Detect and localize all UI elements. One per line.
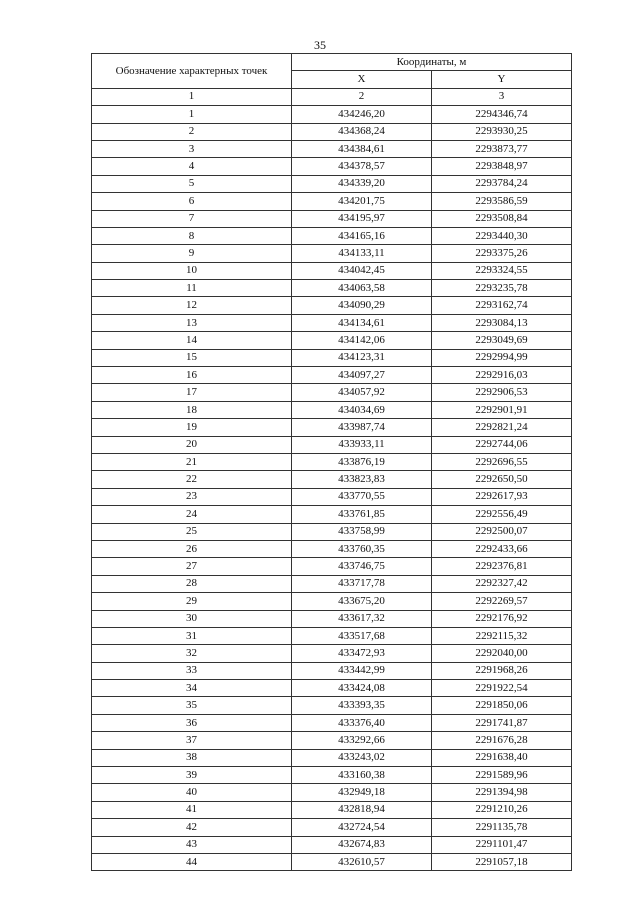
table-row [92, 245, 572, 262]
y-coordinate-cell: 2292906,53 [432, 384, 572, 401]
point-number-cell: 5 [92, 175, 292, 192]
point-number-cell: 39 [92, 767, 292, 784]
x-coordinate-cell: 433393,35 [292, 697, 432, 714]
table-row [92, 540, 572, 557]
point-number-cell: 24 [92, 506, 292, 523]
y-coordinate-cell: 2293873,77 [432, 140, 572, 157]
point-number-cell: 17 [92, 384, 292, 401]
table-row [92, 767, 572, 784]
point-number-cell: 29 [92, 593, 292, 610]
x-coordinate-cell: 433160,38 [292, 767, 432, 784]
x-coordinate-cell: 434339,20 [292, 175, 432, 192]
table-row [92, 436, 572, 453]
point-number-cell: 44 [92, 853, 292, 870]
x-coordinate-cell: 434063,58 [292, 280, 432, 297]
y-coordinate-cell: 2291676,28 [432, 732, 572, 749]
table-row [92, 575, 572, 592]
y-coordinate-cell: 2293440,30 [432, 227, 572, 244]
point-number-cell: 13 [92, 314, 292, 331]
table-row [92, 453, 572, 470]
x-coordinate-cell: 433675,20 [292, 593, 432, 610]
y-coordinate-cell: 2293049,69 [432, 332, 572, 349]
table-row [92, 471, 572, 488]
table-row [92, 610, 572, 627]
y-coordinate-cell: 2292176,92 [432, 610, 572, 627]
y-coordinate-cell: 2293848,97 [432, 158, 572, 175]
table-row [92, 697, 572, 714]
column-index-3: 3 [432, 88, 572, 105]
x-coordinate-cell: 434133,11 [292, 245, 432, 262]
x-coordinate-cell: 434246,20 [292, 106, 432, 123]
x-coordinate-cell: 432674,83 [292, 836, 432, 853]
table-row [92, 123, 572, 140]
x-coordinate-cell: 432610,57 [292, 853, 432, 870]
x-coordinate-cell: 433823,83 [292, 471, 432, 488]
y-coordinate-cell: 2293508,84 [432, 210, 572, 227]
x-coordinate-cell: 434384,61 [292, 140, 432, 157]
point-number-cell: 28 [92, 575, 292, 592]
table-row [92, 314, 572, 331]
point-number-cell: 37 [92, 732, 292, 749]
y-coordinate-cell: 2292269,57 [432, 593, 572, 610]
x-coordinate-cell: 434142,06 [292, 332, 432, 349]
point-number-cell: 2 [92, 123, 292, 140]
y-coordinate-cell: 2292556,49 [432, 506, 572, 523]
table-row [92, 384, 572, 401]
y-coordinate-cell: 2291135,78 [432, 819, 572, 836]
point-number-cell: 6 [92, 193, 292, 210]
table-row [92, 819, 572, 836]
table-row [92, 784, 572, 801]
table-row [92, 645, 572, 662]
y-coordinate-cell: 2292376,81 [432, 558, 572, 575]
y-coordinate-cell: 2293586,59 [432, 193, 572, 210]
table-row [92, 714, 572, 731]
table-row [92, 297, 572, 314]
y-coordinate-cell: 2291638,40 [432, 749, 572, 766]
x-coordinate-cell: 434123,31 [292, 349, 432, 366]
table-row [92, 836, 572, 853]
table-row [92, 853, 572, 870]
table-row [92, 175, 572, 192]
y-coordinate-cell: 2291741,87 [432, 714, 572, 731]
point-number-cell: 35 [92, 697, 292, 714]
point-number-cell: 31 [92, 627, 292, 644]
point-number-cell: 14 [92, 332, 292, 349]
x-coordinate-cell: 434042,45 [292, 262, 432, 279]
table-row [92, 210, 572, 227]
x-coordinate-cell: 433770,55 [292, 488, 432, 505]
point-number-cell: 26 [92, 540, 292, 557]
x-coordinate-cell: 433424,08 [292, 680, 432, 697]
y-coordinate-cell: 2291101,47 [432, 836, 572, 853]
y-coordinate-cell: 2293784,24 [432, 175, 572, 192]
table-header [92, 54, 572, 106]
x-coordinate-cell: 434165,16 [292, 227, 432, 244]
y-coordinate-cell: 2293084,13 [432, 314, 572, 331]
coordinates-table [91, 53, 572, 871]
point-number-cell: 21 [92, 453, 292, 470]
x-coordinate-cell: 434378,57 [292, 158, 432, 175]
x-coordinate-cell: 434097,27 [292, 367, 432, 384]
x-coordinate-cell: 434195,97 [292, 210, 432, 227]
point-number-cell: 1 [92, 106, 292, 123]
y-coordinate-cell: 2292994,99 [432, 349, 572, 366]
point-number-cell: 20 [92, 436, 292, 453]
y-coordinate-cell: 2291210,26 [432, 801, 572, 818]
y-coordinate-cell: 2291057,18 [432, 853, 572, 870]
y-coordinate-cell: 2292744,06 [432, 436, 572, 453]
x-coordinate-cell: 433292,66 [292, 732, 432, 749]
point-number-cell: 23 [92, 488, 292, 505]
y-coordinate-cell: 2291394,98 [432, 784, 572, 801]
point-number-cell: 27 [92, 558, 292, 575]
table-row [92, 280, 572, 297]
x-coordinate-cell: 432818,94 [292, 801, 432, 818]
point-number-cell: 18 [92, 401, 292, 418]
point-number-cell: 32 [92, 645, 292, 662]
point-number-cell: 30 [92, 610, 292, 627]
point-number-cell: 33 [92, 662, 292, 679]
point-number-cell: 25 [92, 523, 292, 540]
table-body [92, 106, 572, 871]
table-row [92, 732, 572, 749]
point-number-cell: 4 [92, 158, 292, 175]
table-row [92, 662, 572, 679]
point-number-cell: 15 [92, 349, 292, 366]
point-number-cell: 11 [92, 280, 292, 297]
point-number-cell: 42 [92, 819, 292, 836]
table-row [92, 593, 572, 610]
x-coordinate-cell: 432724,54 [292, 819, 432, 836]
y-coordinate-cell: 2293930,25 [432, 123, 572, 140]
point-number-cell: 43 [92, 836, 292, 853]
column-index-1: 1 [92, 88, 292, 105]
x-coordinate-cell: 433876,19 [292, 453, 432, 470]
point-number-cell: 9 [92, 245, 292, 262]
y-coordinate-cell: 2292650,50 [432, 471, 572, 488]
y-coordinate-cell: 2292433,66 [432, 540, 572, 557]
point-designation-header: Обозначение характерных точек [92, 54, 292, 89]
y-coordinate-cell: 2292115,32 [432, 627, 572, 644]
table-row [92, 488, 572, 505]
y-coordinate-cell: 2292327,42 [432, 575, 572, 592]
x-coordinate-cell: 433617,32 [292, 610, 432, 627]
table-row [92, 627, 572, 644]
x-coordinate-cell: 433442,99 [292, 662, 432, 679]
y-coordinate-cell: 2292500,07 [432, 523, 572, 540]
y-coordinate-cell: 2292821,24 [432, 419, 572, 436]
y-coordinate-cell: 2292916,03 [432, 367, 572, 384]
table-row [92, 140, 572, 157]
table-row [92, 262, 572, 279]
page-number: 35 [314, 38, 326, 52]
y-coordinate-cell: 2291922,54 [432, 680, 572, 697]
point-number-cell: 10 [92, 262, 292, 279]
x-coordinate-cell: 433760,35 [292, 540, 432, 557]
x-column-header: X [292, 71, 432, 88]
y-coordinate-cell: 2292901,91 [432, 401, 572, 418]
x-coordinate-cell: 433376,40 [292, 714, 432, 731]
x-coordinate-cell: 434090,29 [292, 297, 432, 314]
y-coordinate-cell: 2292617,93 [432, 488, 572, 505]
point-number-cell: 22 [92, 471, 292, 488]
y-coordinate-cell: 2293235,78 [432, 280, 572, 297]
point-number-cell: 36 [92, 714, 292, 731]
table-row [92, 523, 572, 540]
table-row [92, 558, 572, 575]
coordinates-header: Координаты, м [292, 54, 572, 71]
y-coordinate-cell: 2291968,26 [432, 662, 572, 679]
table-row [92, 749, 572, 766]
table-row [92, 401, 572, 418]
point-number-cell: 16 [92, 367, 292, 384]
table-row [92, 332, 572, 349]
y-coordinate-cell: 2291589,96 [432, 767, 572, 784]
table-row [92, 419, 572, 436]
x-coordinate-cell: 433746,75 [292, 558, 432, 575]
column-index-row [92, 88, 572, 105]
table-row [92, 801, 572, 818]
point-number-cell: 8 [92, 227, 292, 244]
point-number-cell: 12 [92, 297, 292, 314]
point-number-cell: 7 [92, 210, 292, 227]
header-row-1 [92, 54, 572, 71]
x-coordinate-cell: 433243,02 [292, 749, 432, 766]
x-coordinate-cell: 433761,85 [292, 506, 432, 523]
table-row [92, 349, 572, 366]
table-row [92, 367, 572, 384]
y-coordinate-cell: 2291850,06 [432, 697, 572, 714]
point-number-cell: 40 [92, 784, 292, 801]
point-number-cell: 38 [92, 749, 292, 766]
y-coordinate-cell: 2293162,74 [432, 297, 572, 314]
x-coordinate-cell: 434134,61 [292, 314, 432, 331]
y-coordinate-cell: 2292040,00 [432, 645, 572, 662]
column-index-2: 2 [292, 88, 432, 105]
y-coordinate-cell: 2293375,26 [432, 245, 572, 262]
x-coordinate-cell: 434034,69 [292, 401, 432, 418]
x-coordinate-cell: 432949,18 [292, 784, 432, 801]
x-coordinate-cell: 433717,78 [292, 575, 432, 592]
point-number-cell: 19 [92, 419, 292, 436]
table-row [92, 158, 572, 175]
table-row [92, 227, 572, 244]
point-number-cell: 3 [92, 140, 292, 157]
y-coordinate-cell: 2293324,55 [432, 262, 572, 279]
x-coordinate-cell: 433758,99 [292, 523, 432, 540]
y-coordinate-cell: 2292696,55 [432, 453, 572, 470]
x-coordinate-cell: 433472,93 [292, 645, 432, 662]
table-row [92, 680, 572, 697]
y-column-header: Y [432, 71, 572, 88]
x-coordinate-cell: 434057,92 [292, 384, 432, 401]
table-row [92, 106, 572, 123]
y-coordinate-cell: 2294346,74 [432, 106, 572, 123]
table-row [92, 506, 572, 523]
table-row [92, 193, 572, 210]
x-coordinate-cell: 433933,11 [292, 436, 432, 453]
x-coordinate-cell: 433987,74 [292, 419, 432, 436]
x-coordinate-cell: 434201,75 [292, 193, 432, 210]
point-number-cell: 41 [92, 801, 292, 818]
x-coordinate-cell: 433517,68 [292, 627, 432, 644]
point-number-cell: 34 [92, 680, 292, 697]
x-coordinate-cell: 434368,24 [292, 123, 432, 140]
